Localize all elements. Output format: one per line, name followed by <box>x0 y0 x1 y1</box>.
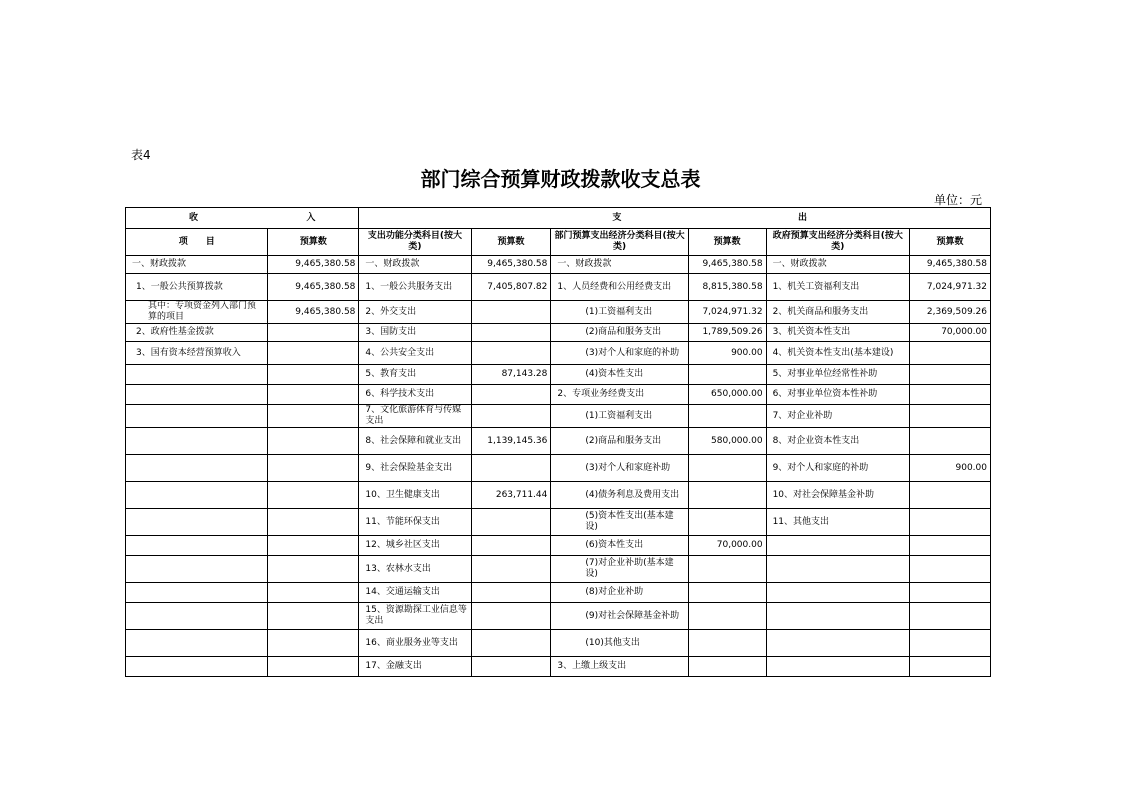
item-cell <box>766 603 909 630</box>
item-cell: 13、农林水支出 <box>359 556 471 583</box>
amount-cell <box>268 405 359 428</box>
budget-table <box>125 207 991 677</box>
income-section-header: 收 入 <box>126 208 359 229</box>
amount-cell <box>688 556 766 583</box>
table-row <box>126 556 991 583</box>
item-cell: 一、财政拨款 <box>766 256 909 274</box>
item-cell: 17、金融支出 <box>359 657 471 677</box>
amount-cell <box>471 405 551 428</box>
amount-cell <box>268 630 359 657</box>
item-cell: (10)其他支出 <box>551 630 688 657</box>
amount-cell <box>688 482 766 509</box>
amount-cell: 7,024,971.32 <box>910 274 991 301</box>
table-row <box>126 482 991 509</box>
amount-cell <box>268 603 359 630</box>
amount-cell <box>268 342 359 365</box>
item-cell: (9)对社会保障基金补助 <box>551 603 688 630</box>
col-header: 预算数 <box>268 229 359 256</box>
item-cell: 4、公共安全支出 <box>359 342 471 365</box>
table-row <box>126 583 991 603</box>
table-row <box>126 455 991 482</box>
amount-cell <box>688 509 766 536</box>
item-cell: 1、一般公共预算拨款 <box>126 274 268 301</box>
amount-cell <box>471 657 551 677</box>
amount-cell: 87,143.28 <box>471 365 551 385</box>
item-cell: (4)资本性支出 <box>551 365 688 385</box>
amount-cell: 9,465,380.58 <box>910 256 991 274</box>
col-header: 政府预算支出经济分类科目(按大类) <box>766 229 909 256</box>
item-cell: 12、城乡社区支出 <box>359 536 471 556</box>
item-cell: 15、资源勘探工业信息等支出 <box>359 603 471 630</box>
item-cell <box>766 556 909 583</box>
item-cell: 2、政府性基金拨款 <box>126 324 268 342</box>
item-cell <box>766 536 909 556</box>
amount-cell <box>471 556 551 583</box>
amount-cell <box>471 536 551 556</box>
amount-cell <box>268 556 359 583</box>
amount-cell: 263,711.44 <box>471 482 551 509</box>
col-header: 项 目 <box>126 229 268 256</box>
table-row <box>126 405 991 428</box>
amount-cell: 9,465,380.58 <box>268 256 359 274</box>
amount-cell <box>268 455 359 482</box>
item-cell <box>126 428 268 455</box>
item-cell: 8、社会保障和就业支出 <box>359 428 471 455</box>
item-cell: 3、国有资本经营预算收入 <box>126 342 268 365</box>
item-cell <box>126 583 268 603</box>
item-cell: 7、文化旅游体育与传媒支出 <box>359 405 471 428</box>
item-cell: (3)对个人和家庭的补助 <box>551 342 688 365</box>
item-cell <box>126 556 268 583</box>
item-cell: 一、财政拨款 <box>551 256 688 274</box>
item-cell: 11、其他支出 <box>766 509 909 536</box>
amount-cell: 9,465,380.58 <box>471 256 551 274</box>
amount-cell <box>471 455 551 482</box>
item-cell <box>126 405 268 428</box>
item-cell <box>126 482 268 509</box>
col-header: 预算数 <box>471 229 551 256</box>
unit-label: 单位：元 <box>933 193 982 207</box>
col-header: 部门预算支出经济分类科目(按大类) <box>551 229 688 256</box>
amount-cell: 7,024,971.32 <box>688 301 766 324</box>
item-cell: 6、科学技术支出 <box>359 385 471 405</box>
amount-cell <box>688 630 766 657</box>
amount-cell <box>471 603 551 630</box>
table-row <box>126 365 991 385</box>
item-cell: 7、对企业补助 <box>766 405 909 428</box>
amount-cell <box>910 428 991 455</box>
expense-section-header: 支 出 <box>359 208 991 229</box>
table-row <box>126 428 991 455</box>
col-header: 预算数 <box>688 229 766 256</box>
amount-cell: 900.00 <box>910 455 991 482</box>
item-cell: (5)资本性支出(基本建设) <box>551 509 688 536</box>
amount-cell <box>268 482 359 509</box>
item-cell <box>766 583 909 603</box>
item-cell: 14、交通运输支出 <box>359 583 471 603</box>
item-cell: (1)工资福利支出 <box>551 301 688 324</box>
amount-cell <box>471 630 551 657</box>
amount-cell <box>471 509 551 536</box>
amount-cell <box>268 385 359 405</box>
item-cell: 10、卫生健康支出 <box>359 482 471 509</box>
item-cell: (1)工资福利支出 <box>551 405 688 428</box>
amount-cell <box>910 603 991 630</box>
item-cell <box>766 630 909 657</box>
header-row-sections <box>126 208 991 229</box>
item-cell: 3、上缴上级支出 <box>551 657 688 677</box>
amount-cell <box>688 657 766 677</box>
item-cell: 9、对个人和家庭的补助 <box>766 455 909 482</box>
amount-cell <box>268 509 359 536</box>
amount-cell <box>910 385 991 405</box>
amount-cell <box>910 482 991 509</box>
item-cell: 2、专项业务经费支出 <box>551 385 688 405</box>
amount-cell <box>471 385 551 405</box>
item-cell <box>126 365 268 385</box>
amount-cell: 1,789,509.26 <box>688 324 766 342</box>
header-row-columns <box>126 229 991 256</box>
table-row <box>126 385 991 405</box>
item-cell <box>126 455 268 482</box>
amount-cell: 70,000.00 <box>688 536 766 556</box>
item-cell <box>126 630 268 657</box>
amount-cell: 9,465,380.58 <box>688 256 766 274</box>
col-header: 支出功能分类科目(按大类) <box>359 229 471 256</box>
amount-cell <box>471 583 551 603</box>
table-row <box>126 324 991 342</box>
item-cell: 4、机关资本性支出(基本建设) <box>766 342 909 365</box>
item-cell <box>126 385 268 405</box>
item-cell: 1、人员经费和公用经费支出 <box>551 274 688 301</box>
item-cell: (7)对企业补助(基本建设) <box>551 556 688 583</box>
table-row <box>126 256 991 274</box>
item-cell: 3、国防支出 <box>359 324 471 342</box>
amount-cell <box>268 536 359 556</box>
amount-cell <box>910 630 991 657</box>
amount-cell: 900.00 <box>688 342 766 365</box>
col-header: 预算数 <box>910 229 991 256</box>
page-title: 部门综合预算财政拨款收支总表 <box>420 167 701 191</box>
amount-cell: 580,000.00 <box>688 428 766 455</box>
item-cell: 一、财政拨款 <box>359 256 471 274</box>
table-row <box>126 301 991 324</box>
table-row <box>126 509 991 536</box>
item-cell: 5、对事业单位经常性补助 <box>766 365 909 385</box>
item-cell: 其中：专项资金列入部门预算的项目 <box>126 301 268 324</box>
item-cell: (2)商品和服务支出 <box>551 428 688 455</box>
amount-cell <box>910 509 991 536</box>
item-cell: 8、对企业资本性支出 <box>766 428 909 455</box>
item-cell: 一、财政拨款 <box>126 256 268 274</box>
amount-cell: 2,369,509.26 <box>910 301 991 324</box>
amount-cell <box>688 583 766 603</box>
item-cell <box>126 657 268 677</box>
item-cell: 2、机关商品和服务支出 <box>766 301 909 324</box>
amount-cell <box>910 405 991 428</box>
amount-cell <box>910 342 991 365</box>
item-cell: 2、外交支出 <box>359 301 471 324</box>
amount-cell: 70,000.00 <box>910 324 991 342</box>
item-cell: 16、商业服务业等支出 <box>359 630 471 657</box>
amount-cell <box>471 301 551 324</box>
table-row <box>126 657 991 677</box>
amount-cell <box>688 405 766 428</box>
item-cell <box>126 509 268 536</box>
amount-cell <box>268 428 359 455</box>
table-row <box>126 630 991 657</box>
item-cell: 1、一般公共服务支出 <box>359 274 471 301</box>
table-row <box>126 274 991 301</box>
amount-cell <box>688 455 766 482</box>
table-row <box>126 536 991 556</box>
amount-cell: 7,405,807.82 <box>471 274 551 301</box>
amount-cell <box>471 324 551 342</box>
table-number-label: 表4 <box>131 148 151 162</box>
item-cell: 5、教育支出 <box>359 365 471 385</box>
item-cell: 6、对事业单位资本性补助 <box>766 385 909 405</box>
amount-cell: 9,465,380.58 <box>268 301 359 324</box>
item-cell <box>766 657 909 677</box>
item-cell: 1、机关工资福利支出 <box>766 274 909 301</box>
item-cell <box>126 603 268 630</box>
amount-cell: 9,465,380.58 <box>268 274 359 301</box>
amount-cell <box>910 365 991 385</box>
item-cell <box>126 536 268 556</box>
amount-cell <box>910 657 991 677</box>
item-cell: 9、社会保险基金支出 <box>359 455 471 482</box>
table-row <box>126 342 991 365</box>
item-cell: 11、节能环保支出 <box>359 509 471 536</box>
amount-cell <box>688 603 766 630</box>
amount-cell: 8,815,380.58 <box>688 274 766 301</box>
amount-cell: 650,000.00 <box>688 385 766 405</box>
amount-cell <box>268 324 359 342</box>
amount-cell <box>268 583 359 603</box>
amount-cell: 1,139,145.36 <box>471 428 551 455</box>
amount-cell <box>471 342 551 365</box>
item-cell: (4)债务利息及费用支出 <box>551 482 688 509</box>
table-row <box>126 603 991 630</box>
amount-cell <box>910 556 991 583</box>
item-cell: 10、对社会保障基金补助 <box>766 482 909 509</box>
item-cell: (3)对个人和家庭补助 <box>551 455 688 482</box>
item-cell: (6)资本性支出 <box>551 536 688 556</box>
amount-cell <box>910 583 991 603</box>
item-cell: 3、机关资本性支出 <box>766 324 909 342</box>
amount-cell <box>268 365 359 385</box>
amount-cell <box>688 365 766 385</box>
item-cell: (8)对企业补助 <box>551 583 688 603</box>
amount-cell <box>268 657 359 677</box>
amount-cell <box>910 536 991 556</box>
item-cell: (2)商品和服务支出 <box>551 324 688 342</box>
